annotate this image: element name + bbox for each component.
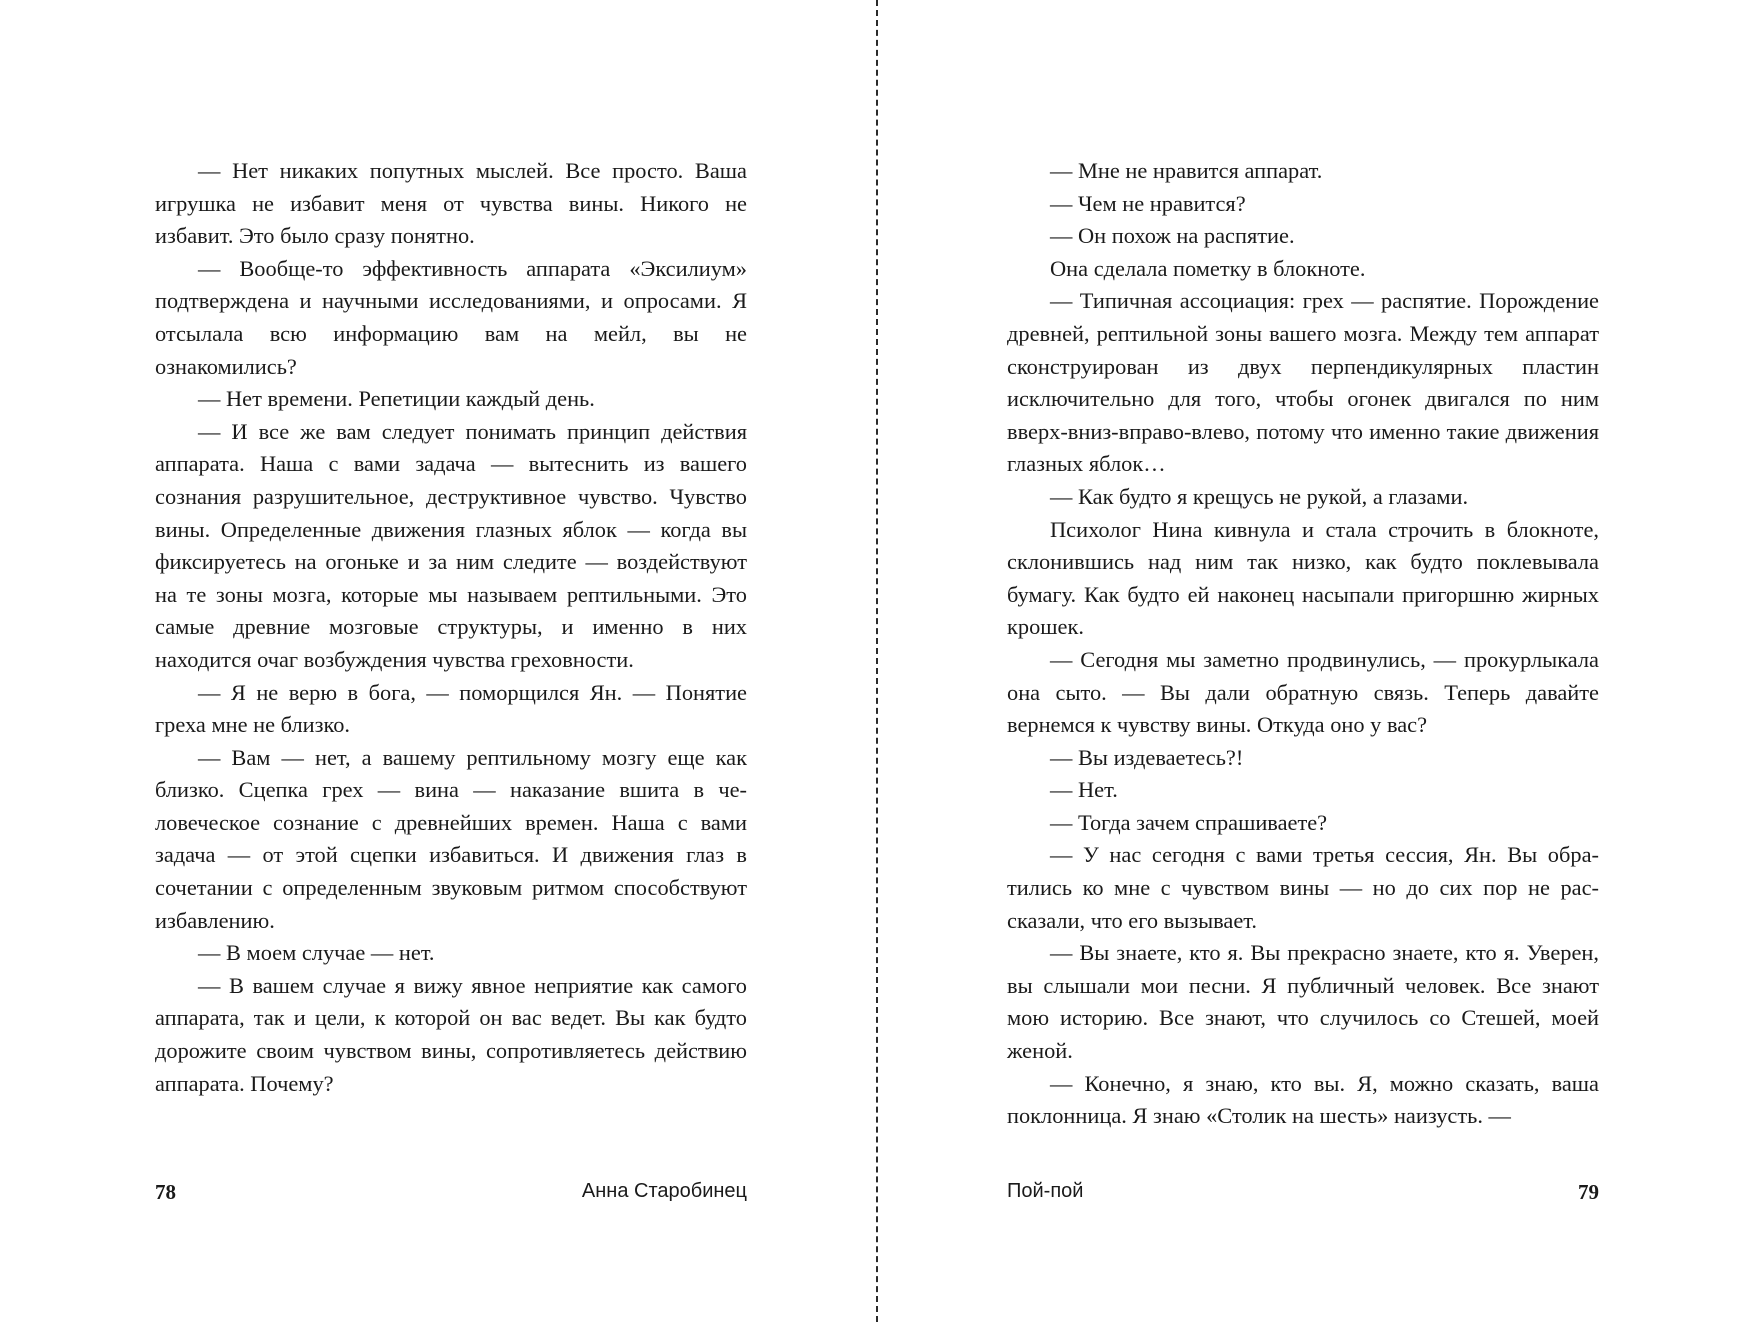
paragraph: Психолог Нина кивнула и стала строчить в блокноте, склонившись над ним так низко, как будто поклевывала бумагу. Как будто ей наконец насыпали пригоршню жирных крошек. [1007,516,1599,640]
left-page-text [155,155,747,1100]
paragraph: — У нас сегодня с вами третья сессия, Ян. Вы обратились ко мне с чувством вины — но до сих пор не рассказали, что его вызывает. [1007,842,1599,933]
paragraph: — Сегодня мы заметно продвинулись, — прокурлыкала она сыто. — Вы дали обратную связь. Теперь давайте вернемся к чувству вины. Откуда оно у вас? [1007,646,1599,738]
paragraph: — Конечно, я знаю, кто вы. Я, можно сказать, ваша поклонница. Я знаю «Столик на шесть» наизусть. — [1007,1070,1599,1129]
paragraph: — В вашем случае я вижу явное неприятие как самого аппарата, так и цели, к которой он вас ведет. Вы как будто дорожите своим чувством вины, сопротивляетесь действию аппарата. Почему? [155,972,747,1096]
running-head-title: Пой-пой [1007,1180,1084,1202]
left-page-footer [155,1180,747,1220]
paragraph: — Нет никаких попутных мыслей. Все просто. Ваша игрушка не избавит меня от чувства вины. Никого не избавит. Это было сразу понятно. [155,158,747,249]
page-number: 79 [1578,1180,1599,1204]
paragraph: Она сделала пометку в блокноте. [1050,255,1366,281]
paragraph: — И все же вам следует понимать принцип действия аппарата. Наша с вами задача — вытеснить из вашего сознания разрушительное, деструктивное чувство. Чувство вины. Определенные движения глазных яблок — когда вы фиксируетесь на огоньке и за ним следите — воздействуют на те зоны мозга, которые мы называем рептильными. Это самые древние мозговые структуры, и именно в них находится очаг возбуждения чувства греховности. [155,418,747,672]
right-page-text [1007,155,1599,1133]
paragraph: — Тогда зачем спрашиваете? [1050,809,1328,835]
paragraph: — Вам — нет, а вашему рептильному мозгу еще как близко. Сцепка грех — вина — наказание вшита в человеческое сознание с древнейших времен. Наша с вами задача — от этой сцепки избавиться. И движения глаз в сочетании с определенным звуковым ритмом способствуют избавлению. [155,744,747,933]
paragraph: — Как будто я крещусь не рукой, а глазами. [1050,483,1469,509]
paragraph: — Он похож на распятие. [1050,223,1295,249]
paragraph: — Вы издеваетесь?! [1050,744,1244,770]
right-page-footer [1007,1180,1599,1220]
left-page [155,155,747,1100]
page-gutter-divider [876,0,878,1322]
paragraph: — Вы знаете, кто я. Вы прекрасно знаете, кто я. Уверен, вы слышали мои песни. Я публичный человек. Все знают мою историю. Все знают, что случилось со Стешей, моей женой. [1007,940,1599,1064]
paragraph: — Нет. [1050,777,1118,803]
running-head-author: Анна Старобинец [581,1180,747,1202]
paragraph: — Типичная ассоциация: грех — распятие. Порождение древней, рептильной зоны вашего мозга. Между тем аппарат сконструирован из двух перпендикулярных пластин исключительно для того, чтобы огонек двигался по ним вверх-вниз-вправо-влево, потому что именно такие движения глазных яблок… [1007,288,1599,477]
paragraph: — Мне не нравится аппарат. [1050,158,1323,183]
paragraph: — Чем не нравится? [1050,190,1246,216]
paragraph: — Вообще-то эффективность аппарата «Эксилиум» подтверждена и научными исследованиями, и опросами. Я отсылала всю информацию вам на мейл, вы не ознакомились? [155,255,747,379]
paragraph: — Нет времени. Репетиции каждый день. [198,386,595,412]
paragraph: — В моем случае — нет. [198,940,435,966]
paragraph: — Я не верю в бога, — поморщился Ян. — Понятие греха мне не близко. [155,679,747,738]
page-number: 78 [155,1180,176,1204]
right-page [1007,155,1599,1133]
